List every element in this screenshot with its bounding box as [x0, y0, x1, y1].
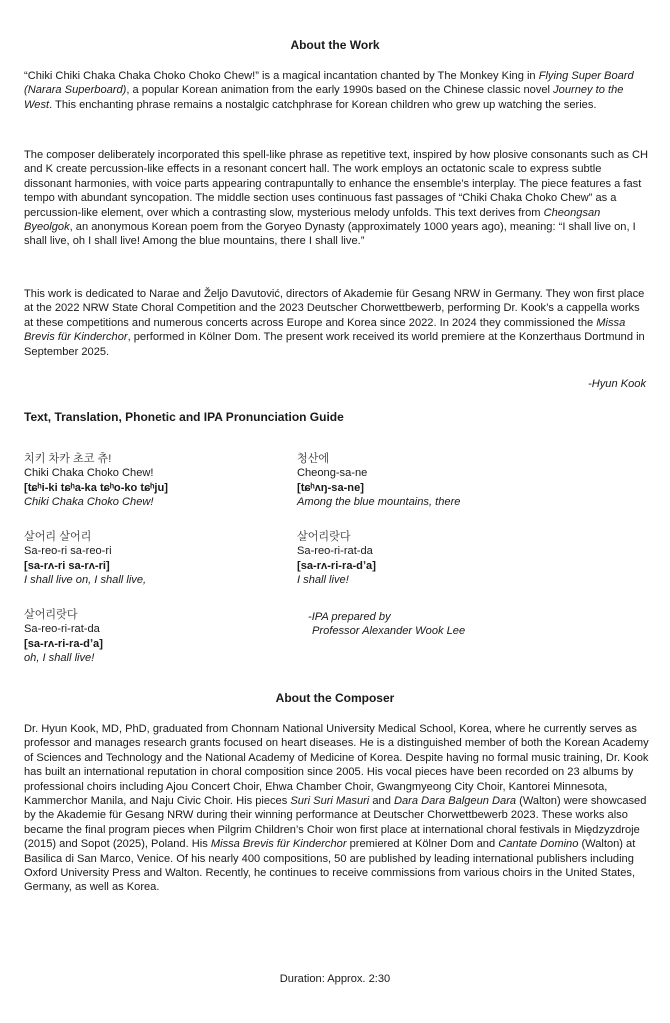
- romanization: Sa-reo-ri sa-reo-ri: [24, 545, 112, 558]
- composer-paragraph: Dr. Hyun Kook, MD, PhD, graduated from Chonnam National University Medical School, Korea, where he currently serves as professor and manages research grants focused on heart diseases. He is a distinguished member of both the Korean Academy of Sciences and Technology and the National Academy of Medicine of Korea. Despite having no formal music training, Dr. Kook has built an international reputation in choral composition since 2005. His vocal pieces have been recorded on 23 albums by professional choirs including Ajou Concert Choir, Ehwa Chamber Choir, Gwangmyeong City Choir, Kantorei Minnesota, Kammerchor Manila, and Naju Civic Choir. His pieces Suri Suri Masuri and Dara Dara Balgeun Dara (Walton) were showcased by the Akademie für Gesang NRW during their winning performance at Deutscher Chorwettbewerb 2023. These works also became the final program pieces when Pilgrim Children’s Choir won first place at international choral festivals in Międzyzdroje (2015) and Sopot (2025), Poland. His Missa Brevis für Kinderchor premiered at Kölner Dom and Cantate Domino (Walton) at Basilica di San Marco, Venice. Of his nearly 400 compositions, 50 are published by leading international publishers including Oxford University Press and Walton. Recently, he continues to receive commissions from various choirs in the United States, Germany, as well as Korea.: [24, 723, 649, 894]
- guide-left-entry-1: [24, 452, 168, 510]
- korean-text: 치키 차카 초코 츄!: [24, 453, 112, 465]
- romanization: Chiki Chaka Choko Chew!: [24, 467, 154, 480]
- translation: Among the blue mountains, there: [297, 496, 461, 509]
- translation: I shall live!: [297, 574, 349, 587]
- ipa-text: [sa-rʌ-ri-ra-dʼa]: [297, 559, 376, 572]
- italic-title: Journey to the West: [24, 84, 624, 111]
- guide-right-entry-2: [297, 530, 376, 588]
- ipa-text: [sa-rʌ-ri-ra-dʼa]: [24, 637, 103, 650]
- romanization: Cheong-sa-ne: [297, 467, 368, 480]
- ipa-credit-line-1: -IPA prepared by: [308, 611, 391, 623]
- romanization: Sa-reo-ri-rat-da: [297, 545, 373, 558]
- work-paragraph-2: The composer deliberately incorporated this spell-like phrase as repetitive text, inspired by how plosive consonants such as CH and K create percussion-like effects in a resonant concert hall. The work employs an octatonic scale to express subtle dissonant harmonies, with voice parts appearing contrapuntally to enhance the ensemble’s interplay. The piece features a fast tempo with abundant syncopation. The middle section uses continuous fast passages of “Chiki Chaka Choko Chew” as a percussion-like element, over which a contrasting slow, mysterious melody unfolds. This text derives from Cheongsan Byeolgok, an anonymous Korean poem from the Goryeo Dynasty (approximately 1000 years ago), meaning: “I shall live on, I shall live, oh I shall live! Among the blue mountains, there I shall live.”: [24, 149, 649, 248]
- duration-text: Duration: Approx. 2:30: [279, 973, 391, 985]
- romanization: Sa-reo-ri-rat-da: [24, 623, 100, 636]
- translation: I shall live on, I shall live,: [24, 574, 147, 587]
- ipa-credit-line-2: Professor Alexander Wook Lee: [312, 625, 466, 638]
- guide-left-entry-2: [24, 530, 146, 588]
- korean-text: 청산에: [297, 453, 330, 465]
- translation: oh, I shall live!: [24, 652, 95, 665]
- ipa-text: [tɕʰʌŋ-sa-ne]: [297, 481, 364, 494]
- work-paragraph-3: This work is dedicated to Narae and Željo Davutović, directors of Akademie für Gesang NRW in Germany. They won first place at the 2022 NRW State Choral Competition and the 2023 Deutscher Chorwettbewerb, performing Dr. Kook’s a cappella works at these competitions and numerous concerts across Europe and Korea since 2022. In 2024 they commissioned the Missa Brevis für Kinderchor, performed in Kölner Dom. The present work received its world premiere at the Konzerthaus Dortmund in September 2025.: [24, 288, 645, 358]
- korean-text: 살어리 살어리: [24, 531, 92, 543]
- guide-right-entry-1: [297, 452, 460, 510]
- korean-text: 살어리랏다: [297, 531, 351, 543]
- ipa-credit: [308, 610, 465, 639]
- italic-title: Flying Super Board (Narara Superboard): [24, 70, 634, 97]
- about-work-heading: About the Work: [290, 38, 380, 52]
- ipa-text: [sa-rʌ-ri sa-rʌ-ri]: [24, 559, 110, 572]
- guide-left-entry-3: [24, 608, 103, 666]
- work-paragraph-1: “Chiki Chiki Chaka Chaka Choko Choko Chew!” is a magical incantation chanted by The Monkey King in Flying Super Board (Narara Superboard), a popular Korean animation from the early 1990s based on the Chinese classic novel Journey to the West. This enchanting phrase remains a nostalgic catchphrase for Korean children who grew up watching the series.: [24, 70, 634, 111]
- translation: Chiki Chaka Choko Chew!: [24, 496, 154, 509]
- about-composer-heading: About the Composer: [275, 691, 395, 705]
- italic-title: Cantate Domino: [498, 838, 579, 851]
- italic-title: Dara Dara Balgeun Dara: [393, 795, 517, 808]
- korean-text: 살어리랏다: [24, 609, 78, 621]
- italic-title: Cheongsan Byeolgok: [24, 206, 601, 234]
- italic-title: Missa Brevis für Kinderchor: [210, 838, 347, 851]
- italic-title: Missa Brevis für Kinderchor: [24, 316, 626, 344]
- work-signature: -Hyun Kook: [588, 378, 646, 390]
- guide-heading: Text, Translation, Phonetic and IPA Pronunciation Guide: [24, 410, 344, 424]
- italic-title: Suri Suri Masuri: [290, 795, 370, 808]
- ipa-text: [tɕʰi-ki tɕʰa-ka tɕʰo-ko tɕʰju]: [24, 481, 168, 494]
